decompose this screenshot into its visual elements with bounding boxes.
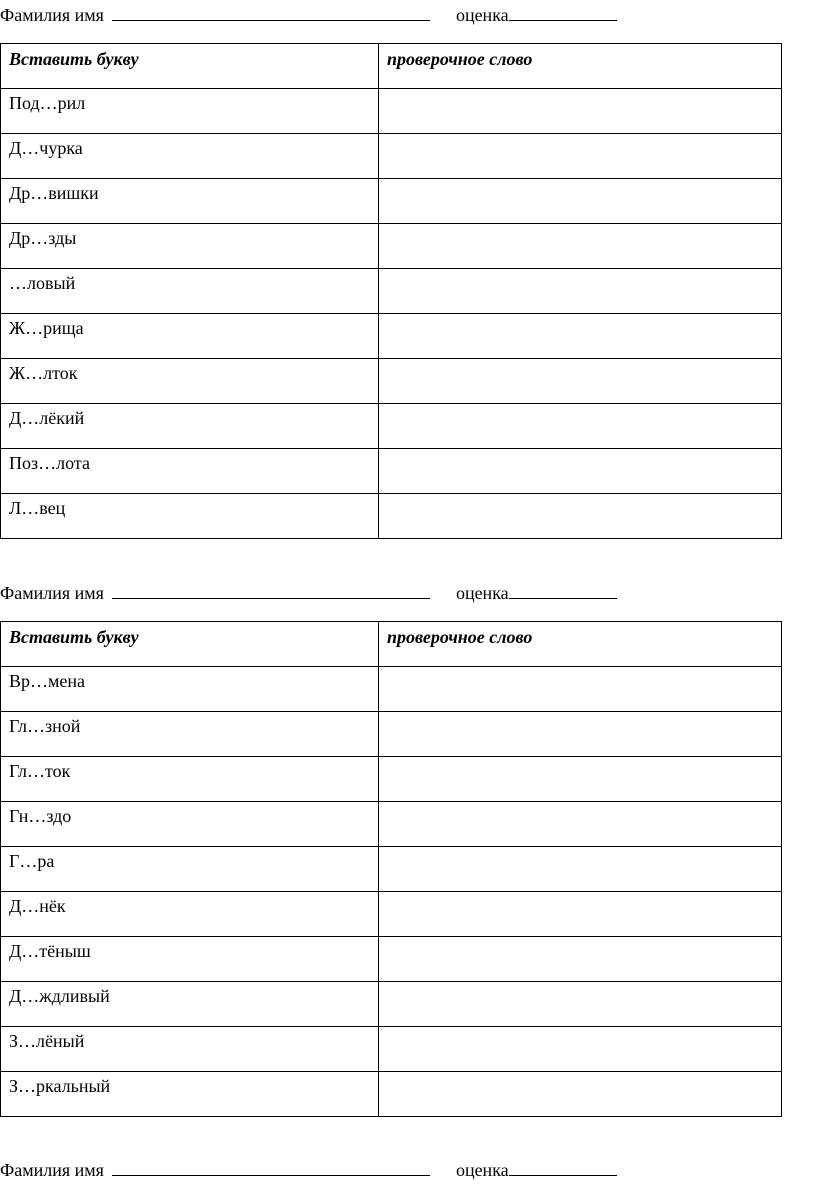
worksheet-1-header (0, 2, 617, 26)
answer-cell[interactable] (379, 404, 782, 449)
worksheet-1-table (0, 43, 782, 539)
word-cell: Гн…здо (1, 802, 379, 847)
answer-cell[interactable] (379, 892, 782, 937)
word-cell: Поз…лота (1, 449, 379, 494)
word-cell: Г…ра (1, 847, 379, 892)
table-row (1, 404, 782, 449)
answer-cell[interactable] (379, 1027, 782, 1072)
word-cell: Ж…лток (1, 359, 379, 404)
answer-cell[interactable] (379, 449, 782, 494)
answer-cell[interactable] (379, 667, 782, 712)
answer-cell[interactable] (379, 179, 782, 224)
name-blank-line[interactable] (112, 2, 430, 21)
name-label: Фамилия имя (0, 5, 104, 25)
table-row (1, 847, 782, 892)
column-header-insert-letter: Вставить букву (1, 622, 379, 667)
grade-blank-line[interactable] (509, 2, 617, 21)
answer-cell[interactable] (379, 802, 782, 847)
word-cell: Др…вишки (1, 179, 379, 224)
grade-label: оценка (455, 5, 509, 25)
word-cell: Под…рил (1, 89, 379, 134)
answer-cell[interactable] (379, 269, 782, 314)
table-row (1, 802, 782, 847)
column-header-insert-letter: Вставить букву (1, 44, 379, 89)
table-row (1, 314, 782, 359)
answer-cell[interactable] (379, 982, 782, 1027)
answer-cell[interactable] (379, 134, 782, 179)
table-row (1, 982, 782, 1027)
answer-cell[interactable] (379, 314, 782, 359)
column-header-check-word: проверочное слово (379, 44, 782, 89)
answer-cell[interactable] (379, 847, 782, 892)
answer-cell[interactable] (379, 494, 782, 539)
answer-cell[interactable] (379, 359, 782, 404)
table-row (1, 449, 782, 494)
table-row (1, 494, 782, 539)
word-cell: Ж…рища (1, 314, 379, 359)
word-cell: З…лёный (1, 1027, 379, 1072)
word-cell: Д…нёк (1, 892, 379, 937)
name-label: Фамилия имя (0, 583, 104, 603)
word-cell: Гл…зной (1, 712, 379, 757)
table-header-row (1, 622, 782, 667)
grade-label: оценка (455, 1160, 509, 1180)
worksheet-2-header (0, 580, 617, 604)
word-cell: Д…лёкий (1, 404, 379, 449)
answer-cell[interactable] (379, 757, 782, 802)
word-cell: Вр…мена (1, 667, 379, 712)
answer-cell[interactable] (379, 89, 782, 134)
column-header-check-word: проверочное слово (379, 622, 782, 667)
table-row (1, 89, 782, 134)
table-row (1, 1072, 782, 1117)
worksheet-3-header (0, 1157, 617, 1181)
grade-blank-line[interactable] (509, 1157, 617, 1176)
grade-blank-line[interactable] (509, 580, 617, 599)
table-row (1, 224, 782, 269)
table-row (1, 937, 782, 982)
word-cell: З…ркальный (1, 1072, 379, 1117)
answer-cell[interactable] (379, 937, 782, 982)
table-row (1, 757, 782, 802)
word-cell: Д…чурка (1, 134, 379, 179)
table-row (1, 134, 782, 179)
word-cell: Гл…ток (1, 757, 379, 802)
table-row (1, 359, 782, 404)
word-cell: Д…тёныш (1, 937, 379, 982)
word-cell: …ловый (1, 269, 379, 314)
word-cell: Д…ждливый (1, 982, 379, 1027)
name-blank-line[interactable] (112, 1157, 430, 1176)
worksheet-2-table (0, 621, 782, 1117)
table-row (1, 667, 782, 712)
word-cell: Др…зды (1, 224, 379, 269)
name-blank-line[interactable] (112, 580, 430, 599)
table-row (1, 269, 782, 314)
name-label: Фамилия имя (0, 1160, 104, 1180)
table-header-row (1, 44, 782, 89)
table-row (1, 712, 782, 757)
table-row (1, 1027, 782, 1072)
answer-cell[interactable] (379, 712, 782, 757)
table-row (1, 179, 782, 224)
table-row (1, 892, 782, 937)
word-cell: Л…вец (1, 494, 379, 539)
answer-cell[interactable] (379, 224, 782, 269)
answer-cell[interactable] (379, 1072, 782, 1117)
grade-label: оценка (455, 583, 509, 603)
